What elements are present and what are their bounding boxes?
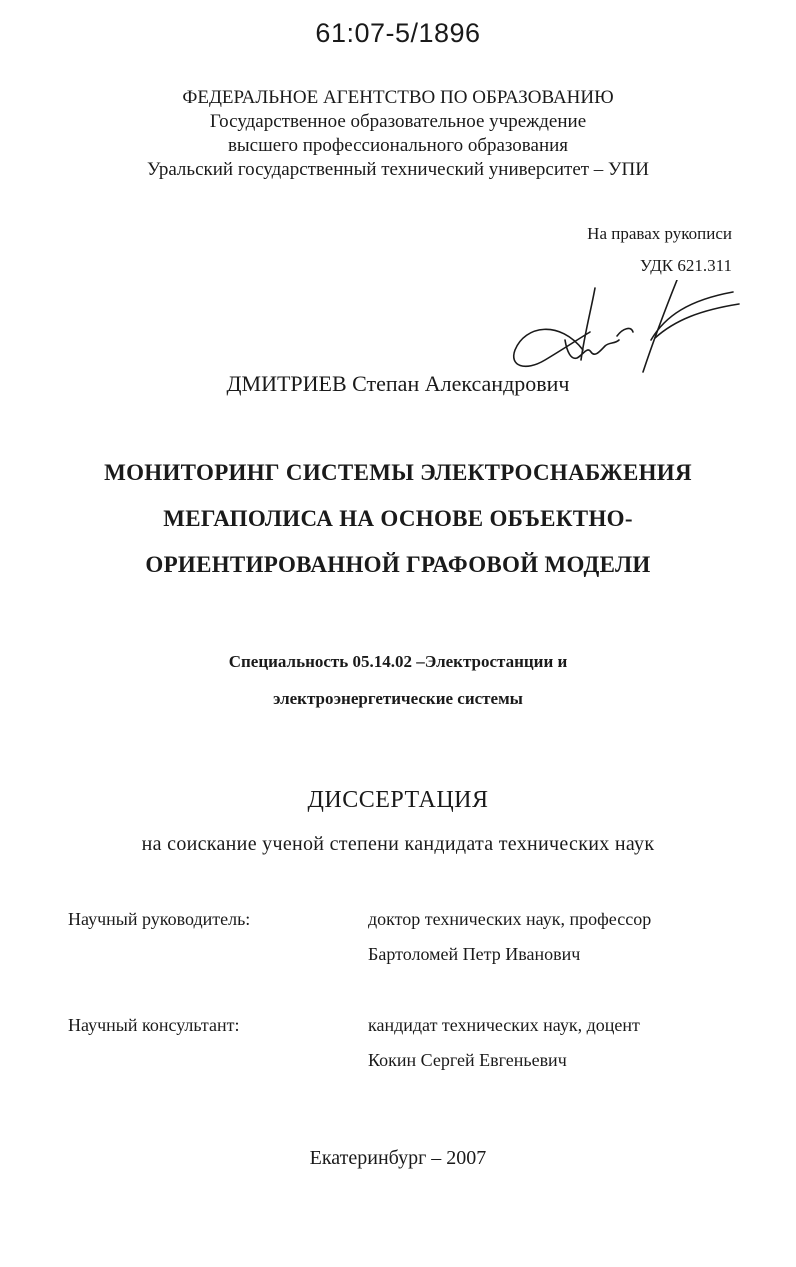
- degree-purpose: на соискание ученой степени кандидата технических наук: [141, 833, 655, 855]
- university-name: Уральский государственный технический университет – УПИ: [147, 159, 649, 180]
- supervisor-title: доктор технических наук, профессор: [368, 909, 652, 929]
- city-year: Екатеринбург – 2007: [309, 1147, 487, 1169]
- title-line: МЕГАПОЛИСА НА ОСНОВЕ ОБЪЕКТНО-: [163, 506, 633, 531]
- specialty: [0, 643, 796, 717]
- institution-type: Государственное образовательное учреждение: [209, 111, 587, 132]
- author-name: ДМИТРИЕВ Степан Александрович: [226, 371, 570, 396]
- consultant-title: кандидат технических наук, доцент: [368, 1015, 640, 1035]
- udk-code: УДК 621.311: [639, 256, 732, 275]
- institution-level: высшего профессионального образования: [227, 135, 569, 156]
- archive-number: 61:07-5/1896: [315, 18, 481, 48]
- dissertation-title: [0, 450, 796, 588]
- supervisor-label: Научный руководитель:: [68, 909, 251, 929]
- consultant-name: Кокин Сергей Евгеньевич: [368, 1050, 567, 1070]
- manuscript-rights: На правах рукописи: [587, 224, 732, 243]
- document-type: ДИССЕРТАЦИЯ: [307, 787, 489, 813]
- consultant-label: Научный консультант:: [68, 1015, 240, 1035]
- specialty-line: Специальность 05.14.02 –Электростанции и: [228, 652, 568, 671]
- agency-name: ФЕДЕРАЛЬНОЕ АГЕНТСТВО ПО ОБРАЗОВАНИЮ: [182, 87, 614, 108]
- title-line: ОРИЕНТИРОВАННОЙ ГРАФОВОЙ МОДЕЛИ: [145, 552, 651, 577]
- supervisor-name: Бартоломей Петр Иванович: [368, 944, 581, 964]
- specialty-line: электроэнергетические системы: [273, 689, 523, 708]
- title-line: МОНИТОРИНГ СИСТЕМЫ ЭЛЕКТРОСНАБЖЕНИЯ: [104, 460, 692, 485]
